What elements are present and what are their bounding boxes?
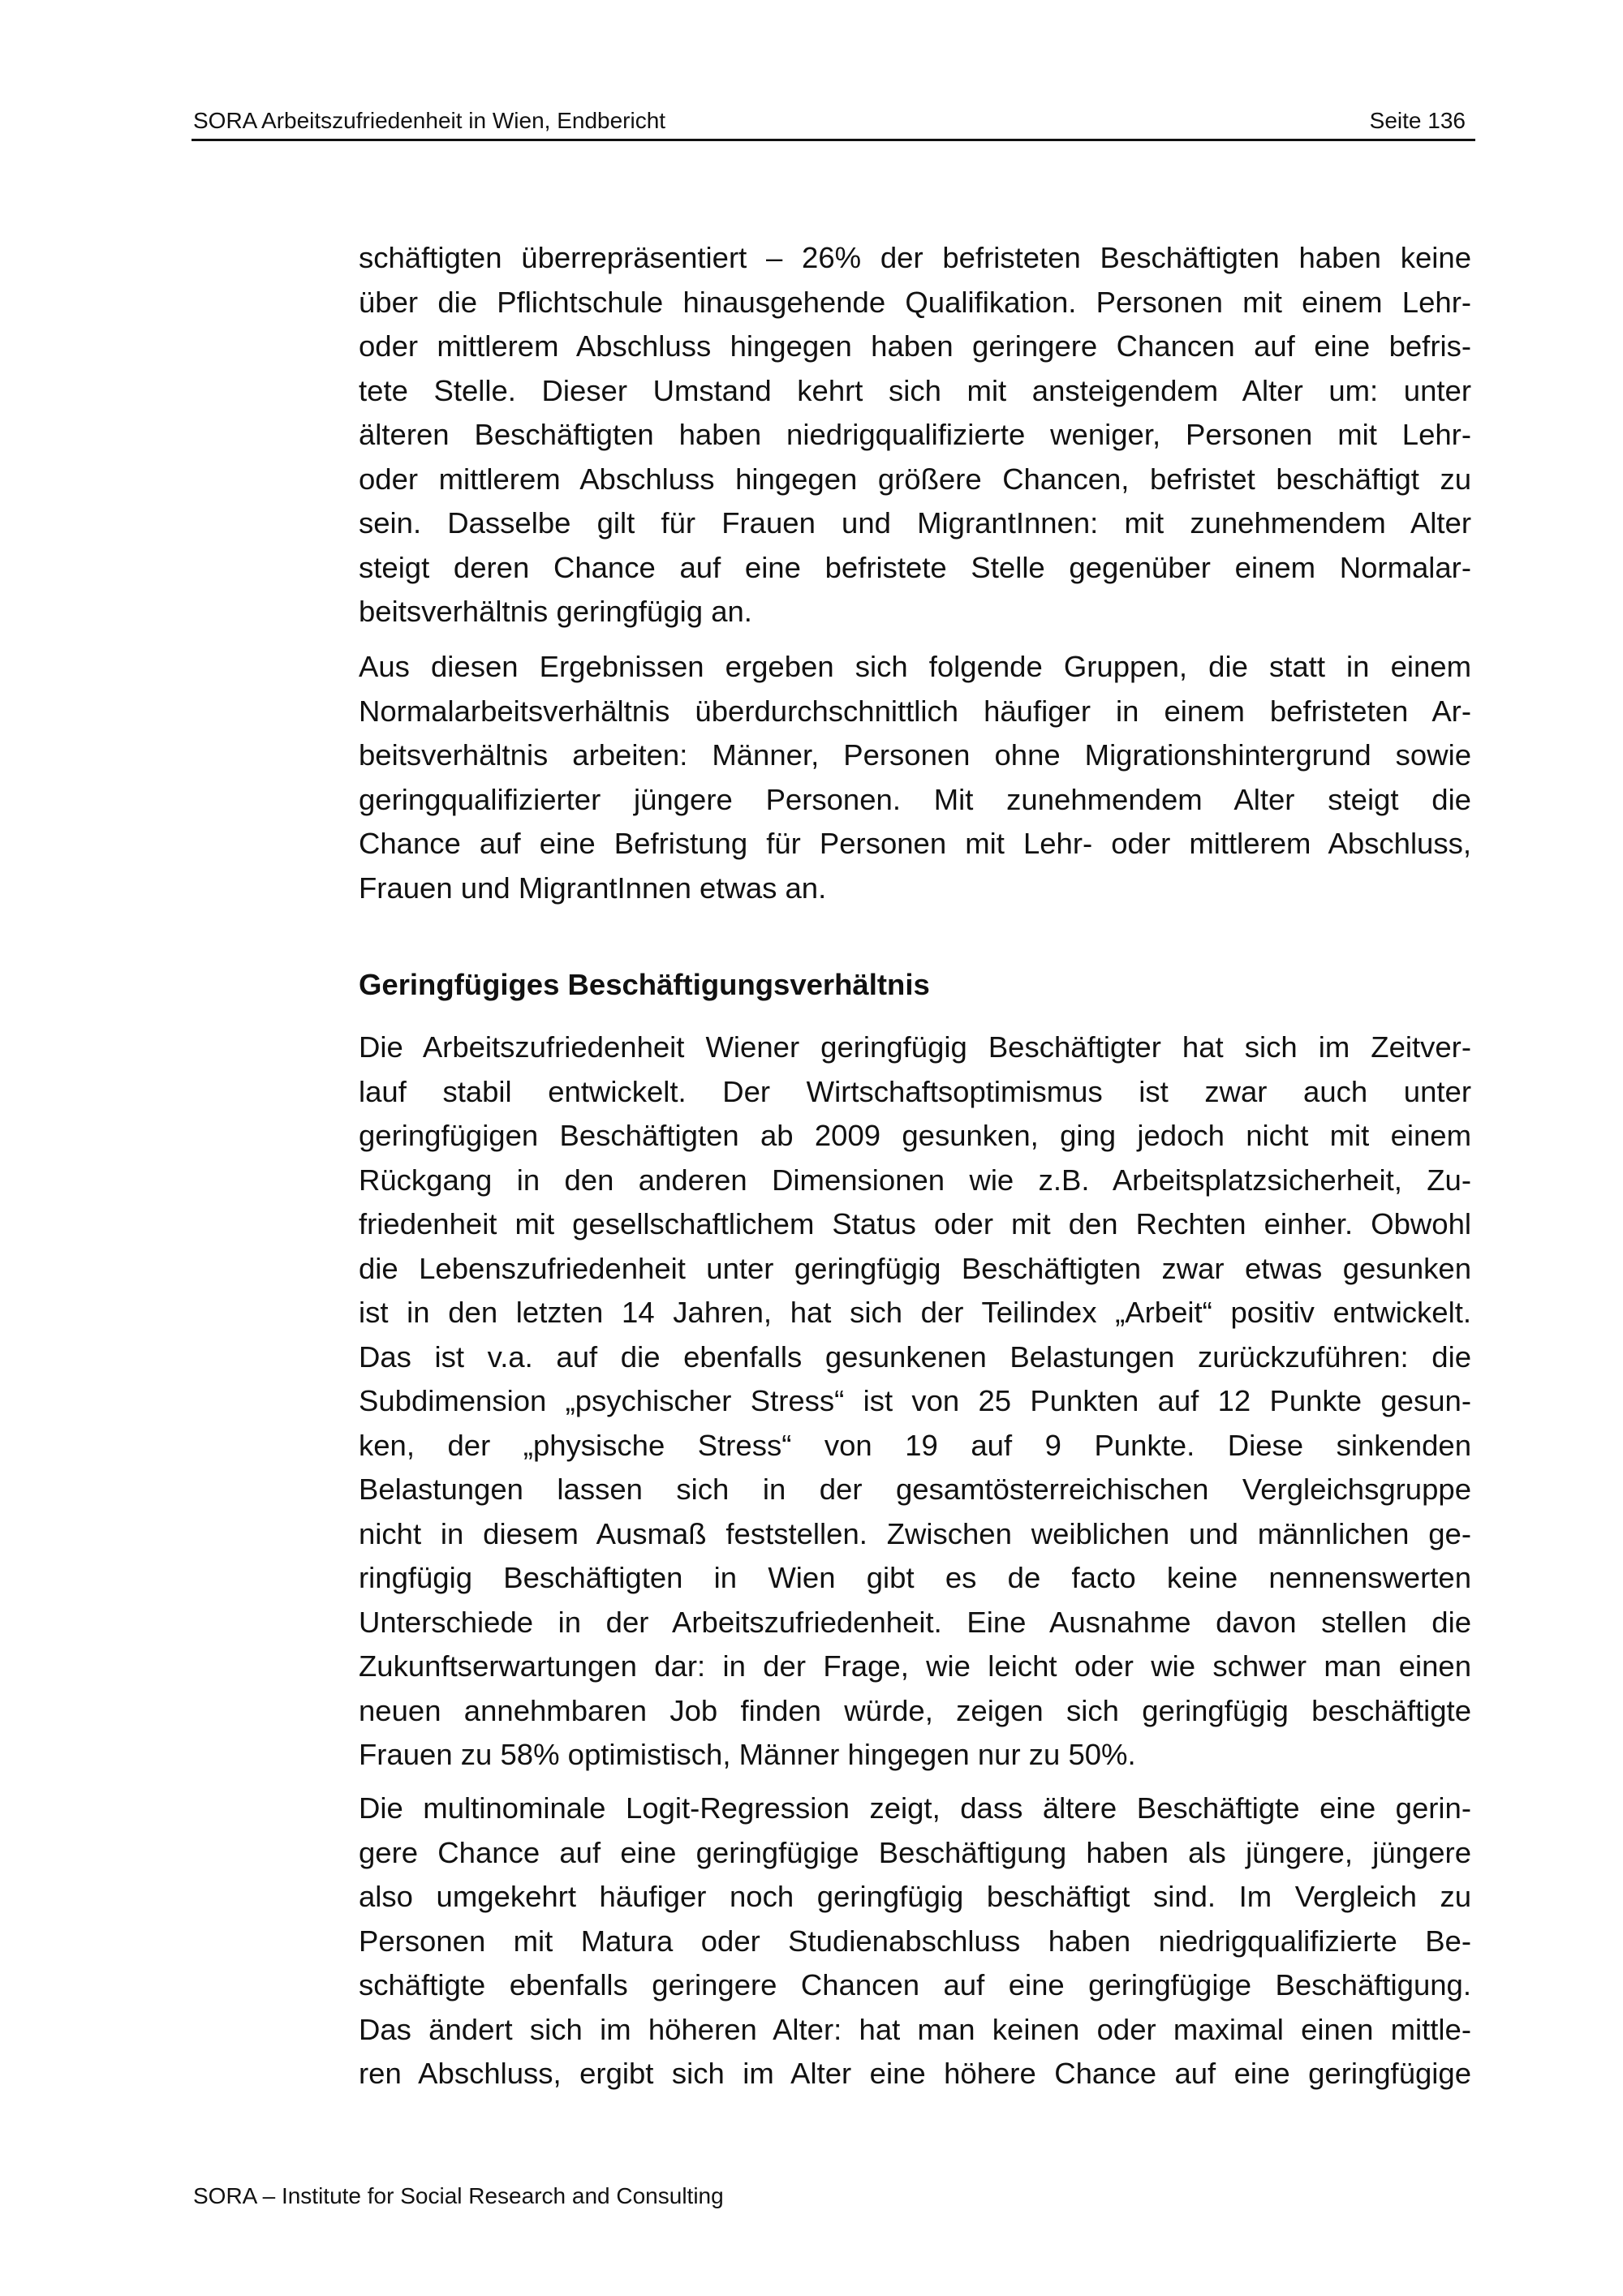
text-line: Chance auf eine Befristung für Personen mit Lehr- oder mittlerem Abschluss, (359, 827, 1471, 860)
text-line: friedenheit mit gesellschaftlichem Status oder mit den Rechten einher. Obwohl (359, 1207, 1471, 1240)
text-line: Die multinominale Logit-Regression zeigt, dass ältere Beschäftigte eine gerin- (359, 1791, 1471, 1825)
text-line: lauf stabil entwickelt. Der Wirtschaftsoptimismus ist zwar auch unter (359, 1074, 1471, 1108)
text-line: Personen mit Matura oder Studienabschluss haben niedrigqualifizierte Be- (359, 1924, 1471, 1958)
text-line: neuen annehmbaren Job finden würde, zeigen sich geringfügig beschäftigte (359, 1693, 1471, 1727)
paragraph (359, 1025, 1471, 1778)
text-line: Frauen und MigrantInnen etwas an. (359, 871, 827, 905)
text-line: oder mittlerem Abschluss hingegen haben geringere Chancen auf eine befris- (359, 329, 1471, 363)
text-line: schäftigte ebenfalls geringere Chancen auf eine geringfügige Beschäftigung. (359, 1968, 1471, 2001)
text-line: Frauen zu 58% optimistisch, Männer hingegen nur zu 50%. (359, 1738, 1136, 1771)
text-line: ken, der „physische Stress“ von 19 auf 9 Punkte. Diese sinkenden (359, 1428, 1471, 1462)
text-line: also umgekehrt häufiger noch geringfügig beschäftigt sind. Im Vergleich zu (359, 1880, 1471, 1913)
text-line: sein. Dasselbe gilt für Frauen und MigrantInnen: mit zunehmendem Alter (359, 506, 1471, 540)
text-line: schäftigten überrepräsentiert – 26% der befristeten Beschäftigten haben keine (359, 241, 1471, 274)
text-line: beitsverhältnis geringfügig an. (359, 595, 752, 628)
page-footer: SORA – Institute for Social Research and Consulting (193, 2183, 724, 2208)
text-line: steigt deren Chance auf eine befristete Stelle gegenüber einem Normalar- (359, 550, 1471, 584)
text-line: gere Chance auf eine geringfügige Beschäftigung haben als jüngere, jüngere (359, 1835, 1471, 1869)
text-line: Subdimension „psychischer Stress“ ist von 25 Punkten auf 12 Punkte gesun- (359, 1384, 1471, 1417)
paragraph (359, 1786, 1471, 2096)
text-line: tete Stelle. Dieser Umstand kehrt sich mit ansteigendem Alter um: unter (359, 373, 1471, 407)
text-line: über die Pflichtschule hinausgehende Qualifikation. Personen mit einem Lehr- (359, 285, 1471, 319)
paragraph (359, 645, 1471, 910)
text-line: Normalarbeitsverhältnis überdurchschnittlich häufiger in einem befristeten Ar- (359, 694, 1471, 728)
text-line: Rückgang in den anderen Dimensionen wie z.B. Arbeitsplatzsicherheit, Zu- (359, 1163, 1471, 1197)
header-rule (192, 139, 1475, 141)
text-line: älteren Beschäftigten haben niedrigqualifizierte weniger, Personen mit Lehr- (359, 418, 1471, 451)
text-line: geringfügigen Beschäftigten ab 2009 gesunken, ging jedoch nicht mit einem (359, 1119, 1471, 1152)
text-line: Unterschiede in der Arbeitszufriedenheit. Eine Ausnahme davon stellen die (359, 1605, 1471, 1639)
section-heading: Geringfügiges Beschäftigungsverhältnis (359, 968, 930, 1001)
page-number: Seite 136 (1369, 108, 1466, 133)
text-line: geringqualifizierter jüngere Personen. Mit zunehmendem Alter steigt die (359, 782, 1471, 816)
text-line: Die Arbeitszufriedenheit Wiener geringfügig Beschäftigter hat sich im Zeitver- (359, 1030, 1471, 1064)
text-line: ren Abschluss, ergibt sich im Alter eine höhere Chance auf eine geringfügige (359, 2057, 1471, 2090)
text-line: Das ändert sich im höheren Alter: hat man keinen oder maximal einen mittle- (359, 2012, 1471, 2046)
text-line: ringfügig Beschäftigten in Wien gibt es de facto keine nennenswerten (359, 1561, 1471, 1594)
text-line: Das ist v.a. auf die ebenfalls gesunkenen Belastungen zurückzuführen: die (359, 1339, 1471, 1374)
text-line: Zukunftserwartungen dar: in der Frage, wie leicht oder wie schwer man einen (359, 1649, 1471, 1683)
text-line: oder mittlerem Abschluss hingegen größere Chancen, befristet beschäftigt zu (359, 462, 1471, 496)
text-line: die Lebenszufriedenheit unter geringfügig Beschäftigten zwar etwas gesunken (359, 1251, 1471, 1285)
paragraph (359, 236, 1471, 634)
text-line: ist in den letzten 14 Jahren, hat sich der Teilindex „Arbeit“ positiv entwickelt. (359, 1296, 1471, 1329)
text-line: Aus diesen Ergebnissen ergeben sich folgende Gruppen, die statt in einem (359, 650, 1471, 683)
running-header-title: SORA Arbeitszufriedenheit in Wien, Endbericht (193, 108, 666, 133)
text-line: Belastungen lassen sich in der gesamtösterreichischen Vergleichsgruppe (359, 1473, 1471, 1506)
text-line: beitsverhältnis arbeiten: Männer, Personen ohne Migrationshintergrund sowie (359, 738, 1471, 772)
text-line: nicht in diesem Ausmaß feststellen. Zwischen weiblichen und männlichen ge- (359, 1516, 1471, 1550)
